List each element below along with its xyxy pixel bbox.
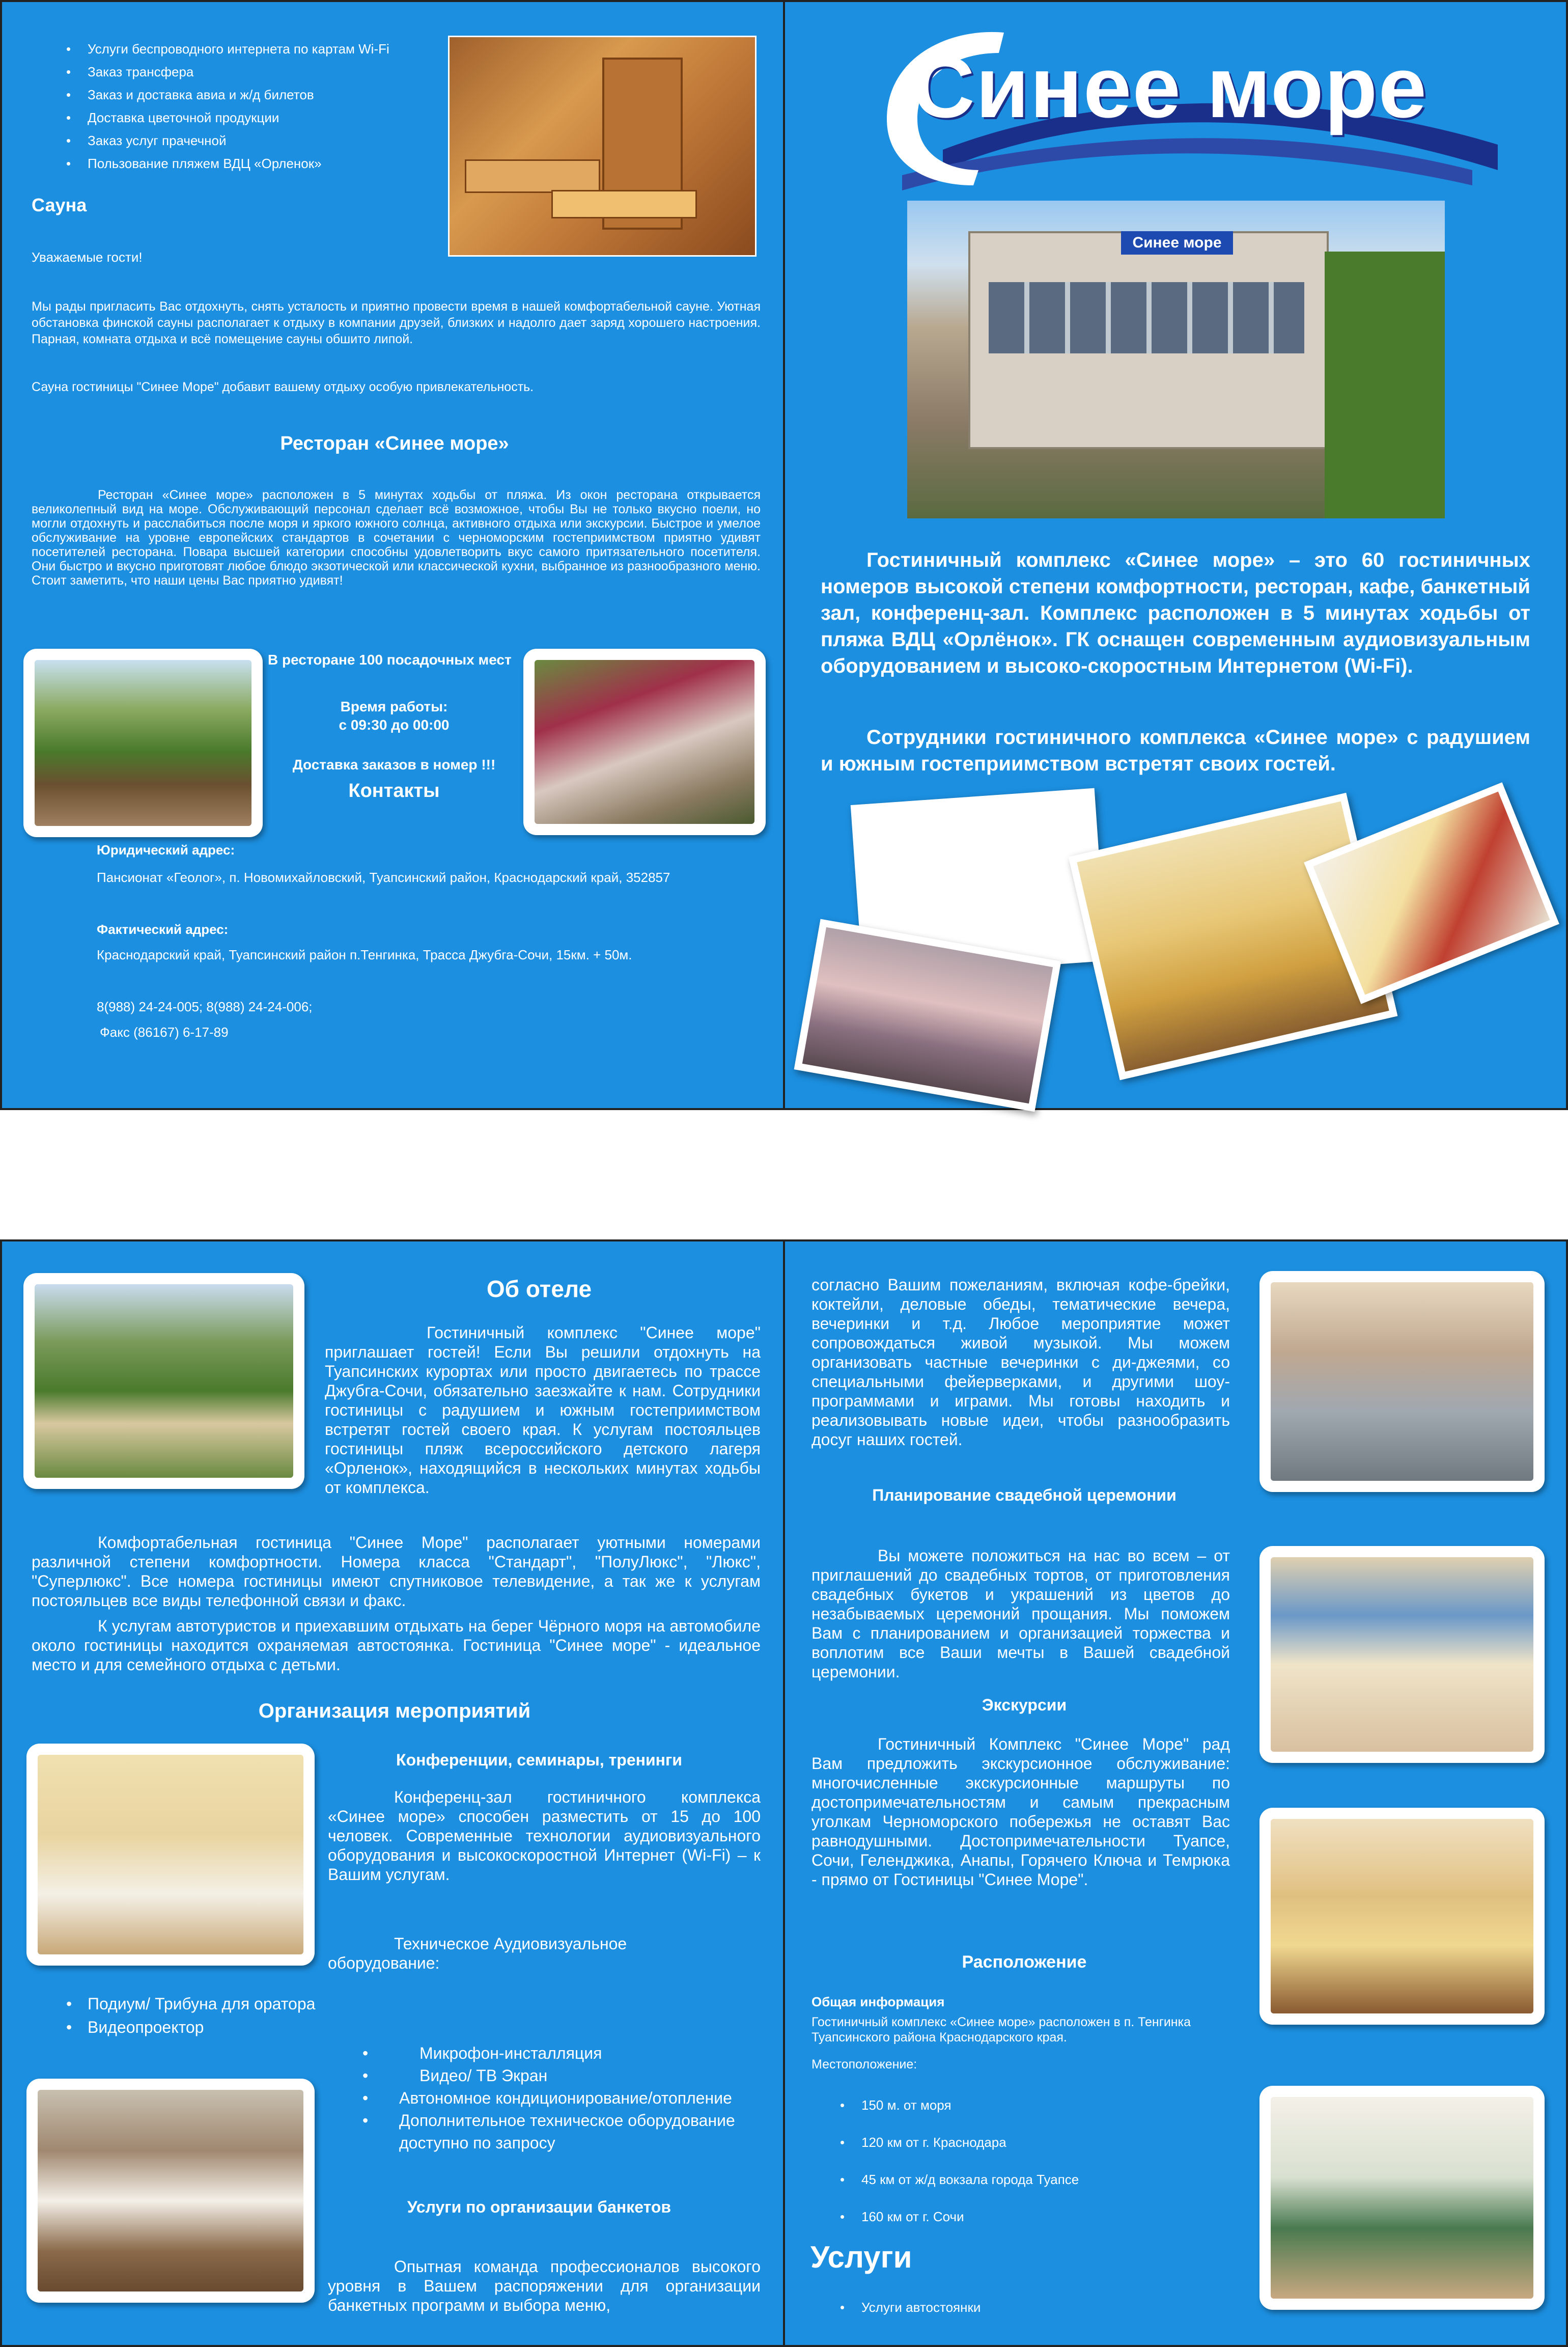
- panel-services-location: [783, 1239, 1568, 2347]
- lounge-photo: [1259, 1546, 1545, 1763]
- list-item: • 150 м. от моря: [836, 2087, 1223, 2124]
- list-item: • Дополнительное техническое оборудование доступно по запросу: [358, 2109, 745, 2154]
- building-sign: Синее море: [1121, 231, 1233, 255]
- excursion-text: Гостиничный Комплекс "Синее Море" рад Вам предложить экскурсионное обслуживание: многочисленные экскурсионные маршруты по достопримечательностям и самым прекрасным уголкам Черноморского побережья не оставят Вас равнодушными. Достопримечательности Туапсе, Сочи, Геленджика, Анапы, Горячего Ключа и Темрюка - прямо от Гостиницы "Синее Море".: [811, 1735, 1230, 1889]
- seats-info: В ресторане 100 посадочных мест: [268, 652, 512, 668]
- location-title: Расположение: [962, 1952, 1087, 1972]
- about-text-1: Гостиничный комплекс "Синее море" приглашает гостей! Если Вы решили отдохнуть на Туапсинских курортах или просто двигаетесь по трассе Джубга-Сочи, обязательно заезжайте к нам. Сотрудники гостиницы с радушием и южным гостеприимством встретят гостей своего края. К услугам постояльцев гостиницы пляж всероссийского детского лагеря «Орленок», находящийся в нескольких минутах ходьбы от комплекса.: [325, 1323, 761, 1497]
- conference-title: Конференции, семинары, тренинги: [396, 1751, 682, 1769]
- services-title: Услуги: [810, 2240, 912, 2274]
- panel-about-events: [0, 1239, 785, 2347]
- restaurant-terrace-photo: [23, 649, 263, 837]
- trees: [1325, 252, 1445, 518]
- restaurant-text: Ресторан «Синее море» расположен в 5 минутах ходьбы от пляжа. Из окон ресторана открывается великолепный вид на море. Обслуживающий персонал сделает всё возможное, чтобы Вы не только вкусно поели, но могли отдохнуть и расслабиться после моря и яркого южного солнца, активного отдыха или экскурсии. Быстрое и умелое обслуживание на уровне европейских стандартов в сочетании с черноморским гостеприимством приятно удивят посетителей ресторана. Повара высшей категории способны удовлетворить вкус самого притязательного посетителя. Они быстро и вкусно приготовят любое блюдо экзотической или классической кухни, выбранное из разнообразного меню. Стоит заметить, что наши цены Вас приятно удивят!: [32, 488, 761, 588]
- list-item: • Услуги беспроводного интернета по картам Wi-Fi: [62, 38, 429, 61]
- sauna-table: [551, 190, 697, 218]
- legal-address-value: Пансионат «Геолог», п. Новомихайловский, Туапсинский район, Краснодарский край, 352857: [97, 870, 670, 885]
- sauna-bench: [465, 159, 600, 193]
- services-list: [62, 38, 429, 175]
- list-item: • Услуги автостоянки: [836, 2300, 1223, 2315]
- intro-paragraph-1: Гостиничный комплекс «Синее море» – это 60 гостиничных номеров высокой степени комфортности, ресторан, кафе, банкетный зал, конференц-зал. Комплекс расположен в 5 минутах ходьбы от пляжа ВДЦ «Орлёнок». ГК оснащен современным аудиовизуальным оборудованием и высоко-скоростным Интернетом (Wi-Fi).: [821, 549, 1530, 677]
- sauna-photo: [448, 36, 757, 257]
- restaurant-title: Ресторан «Синее море»: [280, 433, 509, 454]
- banquet-text-continued: согласно Вашим пожеланиям, включая кофе-брейки, коктейли, деловые обеды, тематические вечера, вечеринки и т.д. Любое мероприятие может сопровождаться живой музыкой. Мы можем организовать частные вечеринки с ди-джеями, со специальными фейерверками, и другими шоу-программами и играми. Мы готовы находить и реализовывать новые идеи, чтобы разнообразить досуг наших гостей.: [811, 1276, 1230, 1449]
- list-item: • Заказ и доставка авиа и ж/д билетов: [62, 84, 429, 106]
- intro-paragraph-2: Сотрудники гостиничного комплекса «Синее море» с радушием и южным гостеприимством встретят своих гостей.: [821, 726, 1530, 775]
- phone-numbers: 8(988) 24-24-005; 8(988) 24-24-006;: [97, 999, 313, 1014]
- general-info-label: Общая информация: [811, 1994, 945, 2009]
- list-item: • 120 км от г. Краснодара: [836, 2124, 1223, 2161]
- suite-bedroom-photo: [1259, 1808, 1545, 2025]
- actual-address-label: Фактический адрес:: [97, 922, 229, 937]
- about-title: Об отеле: [486, 1276, 592, 1302]
- conference-room-photo: [26, 1744, 315, 1966]
- list-item: • Микрофон-инсталляция: [358, 2042, 745, 2064]
- list-item: • Видеопроектор: [62, 2015, 418, 2039]
- about-text-2: Комфортабельная гостиница "Синее Море" располагает уютными номерами различной степени комфортности. Номера класса "Стандарт", "ПолуЛюкс", "Люкс", "Суперлюкс". Все номера гостиницы имеют спутниковое телевидение, а так же к услугам постояльцев все виды телефонной связи и факс.: [32, 1533, 761, 1610]
- sauna-text: Мы рады пригласить Вас отдохнуть, снять усталость и приятно провести время в нашей комфортабельной сауне. Уютная обстановка финской сауны располагает к отдыху в компании друзей, близких и надолго дает заряд хорошего настроения. Парная, комната отдыха и всё помещение сауны обшито липой.: [32, 299, 761, 346]
- wedding-title: Планирование свадебной церемонии: [872, 1486, 1177, 1504]
- list-item: • Заказ трансфера: [62, 61, 429, 84]
- place-label: Местоположение:: [811, 2057, 917, 2072]
- hotel-building-photo: [907, 201, 1445, 518]
- legal-address-label: Юридический адрес:: [97, 842, 235, 858]
- standard-bedroom-photo: [1259, 2086, 1545, 2310]
- conference-text: Конференц-зал гостиничного комплекса «Синее море» способен разместить от 15 до 100 человек. Современные технологии аудиовизуального оборудования и высокоскоростной Интернет (Wi-Fi) – к Вашим услугам.: [328, 1788, 761, 1884]
- list-item: • Доставка цветочной продукции: [62, 106, 429, 129]
- fax-number: Факс (86167) 6-17-89: [100, 1025, 229, 1040]
- list-item: • Подиум/ Трибуна для оратора: [62, 1992, 418, 2015]
- sauna-title: Сауна: [32, 195, 87, 215]
- contacts-title: Контакты: [348, 780, 440, 802]
- list-item: • 45 км от ж/д вокзала города Туапсе: [836, 2161, 1223, 2198]
- distance-list: [836, 2087, 1223, 2235]
- banquet-text: Опытная команда профессионалов высокого уровня в Вашем распоряжении для организации банкетных программ и выбора меню,: [328, 2257, 761, 2314]
- services-list: [836, 2300, 1223, 2315]
- banquet-title: Услуги по организации банкетов: [407, 2198, 671, 2216]
- general-info-text: Гостиничный комплекс «Синее море» расположен в п. Тенгинка Туапсинского района Краснодарского края.: [811, 2015, 1191, 2045]
- panel-cover: [783, 0, 1568, 1110]
- list-item: • Заказ услуг прачечной: [62, 129, 429, 152]
- delivery-info: Доставка заказов в номер !!!: [292, 757, 496, 772]
- list-item: • Видео/ ТВ Экран: [358, 2064, 745, 2087]
- hotel-overview-photo: [23, 1273, 304, 1489]
- sauna-text-2: Сауна гостиницы "Синее Море" добавит вашему отдыху особую привлекательность.: [32, 380, 534, 394]
- wedding-text: Вы можете положиться на нас во всем – от приглашений до свадебных тортов, от приготовления свадебных букетов и украшений из цветов до незабываемых церемоний прощания. Мы поможем Вам с планированием и организацией торжества и воплотим все Ваши мечты в Вашей свадебной церемонии.: [811, 1547, 1230, 1681]
- about-text-3: К услугам автотуристов и приехавшим отдыхать на берег Чёрного моря на автомобиле около гостиницы находится охраняемая автостоянка. Гостиница "Синее море" - идеальное место и для семейного отдыха с детьми.: [32, 1617, 761, 1674]
- hours-value: с 09:30 до 00:00: [339, 717, 450, 733]
- list-item: • 160 км от г. Сочи: [836, 2198, 1223, 2235]
- equipment-list-left: [62, 1992, 418, 2039]
- panel-sauna-restaurant-contacts: [0, 0, 785, 1110]
- actual-address-value: Краснодарский край, Туапсинский район п.Тенгинка, Трасса Джубга-Сочи, 15км. + 50м.: [97, 947, 632, 962]
- equipment-title: Техническое Аудиовизуальное оборудование:: [328, 1935, 627, 1972]
- hours-label: Время работы:: [340, 699, 448, 714]
- sauna-greeting: Уважаемые гости!: [32, 250, 143, 265]
- list-item: • Автономное кондиционирование/отопление: [358, 2087, 745, 2109]
- equipment-list-right: [358, 2042, 745, 2154]
- building-windows: [989, 282, 1304, 353]
- logo: [872, 17, 1498, 211]
- banquet-hall-photo: [26, 2079, 315, 2303]
- events-title: Организация мероприятий: [258, 1700, 531, 1722]
- cafe-hall-photo: [1259, 1271, 1545, 1492]
- excursion-title: Экскурсии: [982, 1696, 1067, 1714]
- logo-text: Синее море: [912, 39, 1428, 136]
- list-item: • Пользование пляжем ВДЦ «Орленок»: [62, 152, 429, 175]
- restaurant-gazebo-photo: [523, 649, 766, 835]
